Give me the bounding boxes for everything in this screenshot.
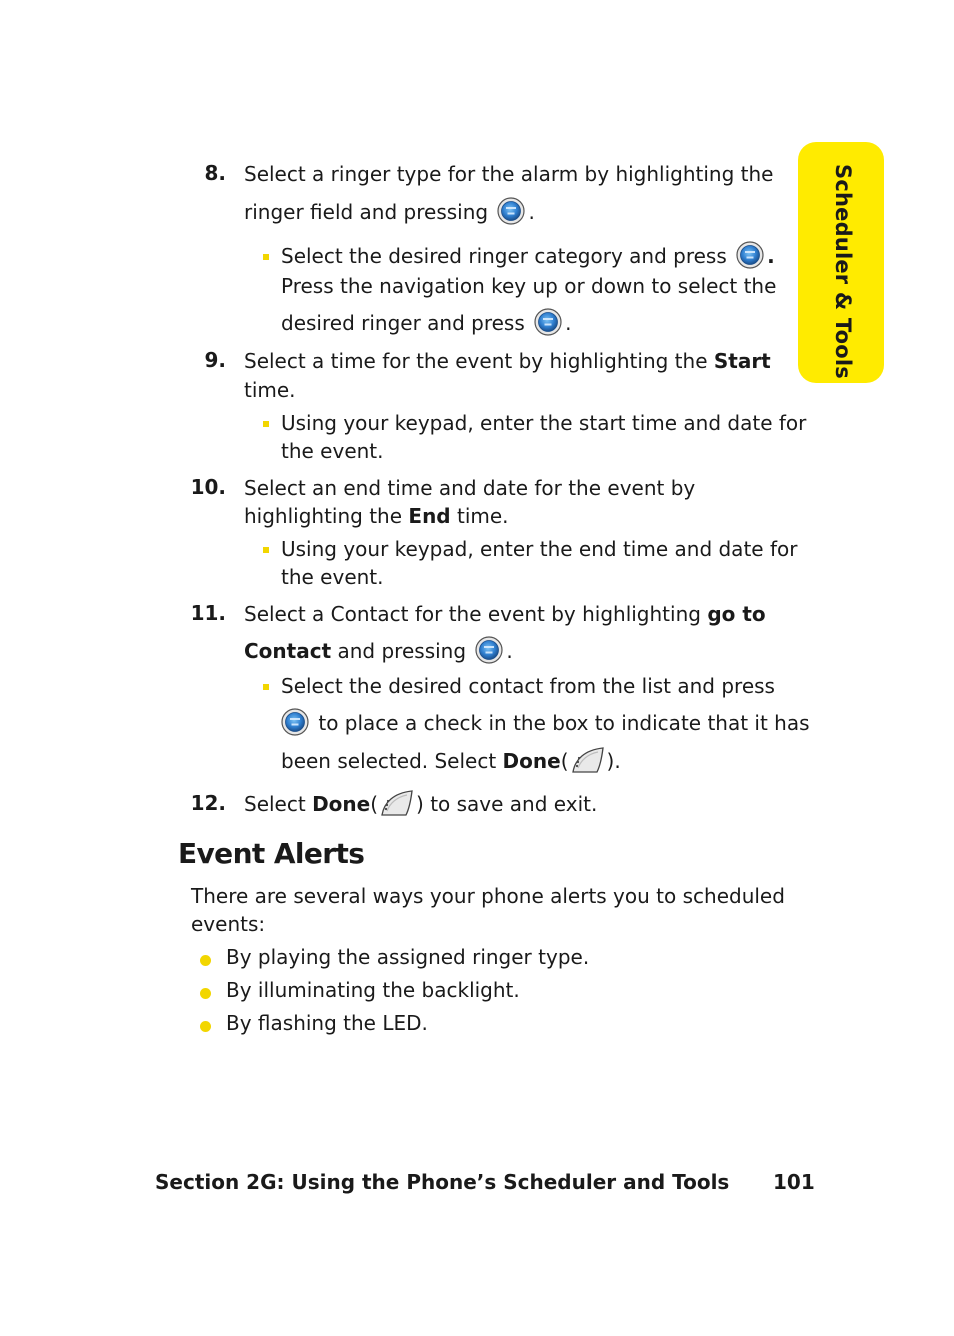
step-number: 8. <box>204 161 226 185</box>
bullet-text: Press the navigation key up or down to select the <box>281 274 777 298</box>
step-number: 11. <box>190 601 226 625</box>
bullet-text-fragment: . <box>767 244 775 268</box>
alert-bullet-text: By flashing the LED. <box>226 1011 428 1035</box>
step-text-fragment: time. <box>456 504 509 528</box>
step-text-fragment: and pressing <box>337 639 467 663</box>
step-text-fragment: go to <box>707 602 766 626</box>
footer-section-label: Section 2G: Using the Phone’s Scheduler and Tools <box>155 1170 730 1194</box>
bullet-marker <box>263 547 269 553</box>
bullet-text-fragment: ( <box>560 749 569 773</box>
bullet-text-fragment: been selected. Select <box>281 749 497 773</box>
bullet-text: Using your keypad, enter the start time and date for <box>281 411 807 435</box>
step-text: Select a ringer type for the alarm by highlighting the <box>244 162 774 186</box>
bullet-dot <box>200 1021 211 1032</box>
step-text: time. <box>244 378 296 402</box>
step-text <box>244 790 597 820</box>
step-text <box>244 637 513 667</box>
step-text-fragment: Select a Contact for the event by highlighting <box>244 602 701 626</box>
step-text-fragment: ( <box>370 792 379 816</box>
menu-ok-key-icon <box>736 241 764 269</box>
step-text-fragment: Done <box>312 792 371 816</box>
alert-bullet-text: By illuminating the backlight. <box>226 978 520 1002</box>
step-number: 9. <box>204 348 226 372</box>
section-heading: Event Alerts <box>178 837 365 870</box>
step-text-fragment: Select a time for the event by highlighting the <box>244 349 708 373</box>
bullet-text-fragment: ). <box>606 749 621 773</box>
bullet-text-fragment: . <box>565 311 572 335</box>
bullet-text-fragment: to place a check in the box to indicate that it has <box>318 711 810 735</box>
bullet-text: Using your keypad, enter the end time and date for <box>281 537 798 561</box>
bullet-dot <box>200 955 211 966</box>
step-text-fragment: ) to save and exit. <box>416 792 598 816</box>
step-text-fragment: Select <box>244 792 306 816</box>
left-softkey-icon <box>379 789 415 817</box>
step-text <box>244 347 771 375</box>
bullet-text: the event. <box>281 565 384 589</box>
step-text-fragment: highlighting the <box>244 504 403 528</box>
intro-text: There are several ways your phone alerts you to scheduled <box>191 884 785 908</box>
bullet-text <box>281 709 810 739</box>
step-number: 10. <box>190 475 226 499</box>
intro-text: events: <box>191 912 266 936</box>
bullet-text: the event. <box>281 439 384 463</box>
left-softkey-icon <box>570 746 606 774</box>
bullet-marker <box>263 421 269 427</box>
step-text-fragment: . <box>528 200 535 224</box>
bullet-marker <box>263 684 269 690</box>
menu-ok-key-icon <box>281 708 309 736</box>
step-text <box>244 600 766 628</box>
step-text-fragment: . <box>506 639 513 663</box>
bullet-text <box>281 747 621 777</box>
step-text: Select an end time and date for the event by <box>244 476 696 500</box>
bullet-text <box>281 309 571 339</box>
step-text <box>244 198 535 228</box>
menu-ok-key-icon <box>475 636 503 664</box>
step-text-fragment: ringer field and pressing <box>244 200 489 224</box>
bullet-dot <box>200 988 211 999</box>
bullet-marker <box>263 254 269 260</box>
bullet-text-fragment: Done <box>502 749 561 773</box>
section-tab-label: Scheduler & Tools <box>831 164 855 379</box>
step-text <box>244 502 509 530</box>
alert-bullet-text: By playing the assigned ringer type. <box>226 945 590 969</box>
bullet-text-fragment: desired ringer and press <box>281 311 525 335</box>
step-text-fragment: Contact <box>244 639 332 663</box>
bullet-text: Select the desired contact from the list and press <box>281 674 775 698</box>
menu-ok-key-icon <box>497 197 525 225</box>
page-number: 101 <box>773 1170 815 1194</box>
step-text-fragment: End <box>408 504 451 528</box>
bullet-text <box>281 242 775 272</box>
step-text-fragment: Start <box>713 349 771 373</box>
bullet-text-fragment: Select the desired ringer category and press <box>281 244 727 268</box>
step-number: 12. <box>190 791 226 815</box>
menu-ok-key-icon <box>534 308 562 336</box>
